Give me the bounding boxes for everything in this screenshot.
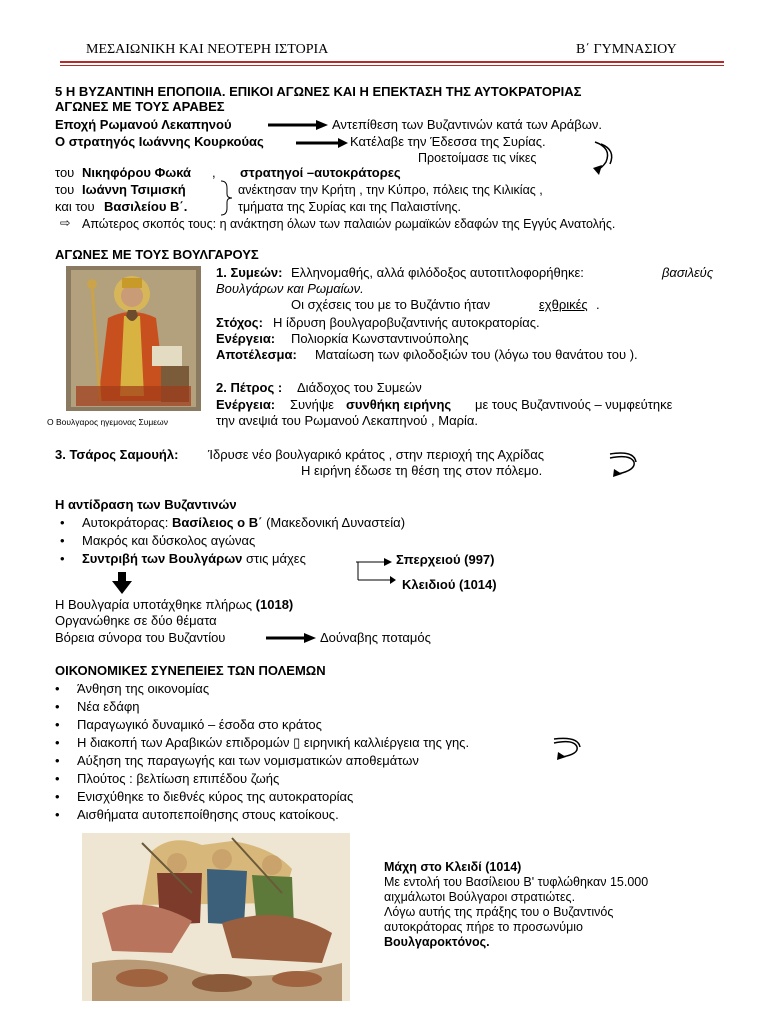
action-label: Ενέργεια: — [216, 331, 276, 346]
danube-river: Δούναβης ποταμός — [320, 630, 431, 645]
list-item — [77, 717, 322, 733]
list-item-text: Η διακοπή των Αραβικών επιδρομών ▯ ειρηνική καλλιέργεια της γης. — [77, 735, 470, 750]
bulgaria-subdued — [55, 597, 293, 613]
long-struggle: Μακρός και δύσκολος αγώνας — [82, 533, 256, 548]
action-text: Πολιορκία Κωνσταντινούπολης — [291, 331, 469, 346]
emperor-label: Αυτοκράτορας: — [82, 515, 169, 530]
list-item-text: Πλούτος : βελτίωση επιπέδου ζωής — [77, 771, 280, 786]
emperor-tsimiskis: Ιωάννη Τσιμισκή — [82, 182, 186, 197]
curved-arrow-icon — [592, 140, 614, 176]
battle-miniature — [82, 833, 350, 1001]
symeon-portrait — [66, 266, 201, 411]
relations-end: . — [596, 297, 600, 312]
symeon-title-italic: βασιλεύς — [662, 265, 714, 280]
list-item — [77, 735, 469, 751]
relations-hostile: εχθρικές — [539, 297, 588, 312]
symeon-label: 1. Συμεών: — [216, 265, 283, 280]
list-item — [82, 515, 405, 531]
edessa-text: Κατέλαβε την Έδεσσα της Συρίας. — [350, 134, 546, 149]
arrow-icon — [266, 633, 316, 643]
northern-borders: Βόρεια σύνορα του Βυζαντίου — [55, 630, 226, 645]
and-of-label: και του — [55, 199, 95, 214]
goal-label: Στόχος: — [216, 315, 263, 330]
basil-ii: Βασίλειος ο Β΄ — [171, 515, 263, 530]
emperor-fokas: Νικηφόρου Φωκά — [82, 165, 192, 180]
list-item-text: Παραγωγικό δυναμικό – έσοδα στο κράτος — [77, 717, 322, 732]
result-text: Ματαίωση των φιλοδοξιών του (λόγω του θανάτου του ). — [315, 347, 638, 362]
header-rule — [60, 61, 724, 63]
list-item — [77, 753, 419, 769]
in-battles: στις μάχες — [246, 551, 306, 566]
goal-text: Η ίδρυση βουλγαροβυζαντινής αυτοκρατορίας. — [273, 315, 540, 330]
emperor-basil: Βασιλείου Β΄. — [104, 199, 188, 214]
samuel-war-text: Η ειρήνη έδωσε τη θέση της στον πόλεμο. — [301, 463, 543, 478]
header-subject: ΜΕΣΑΙΩΝΙΚΗ ΚΑΙ ΝΕΟΤΕΡΗ ΙΣΤΟΡΙΑ — [86, 42, 329, 57]
list-item-text: Ενισχύθηκε το διεθνές κύρος της αυτοκρατορίας — [77, 789, 354, 804]
section-title-reaction: Η αντίδραση των Βυζαντινών — [55, 497, 237, 512]
list-item — [82, 551, 306, 567]
counterattack-text: Αντεπίθεση των Βυζαντινών κατά των Αράβων. — [332, 117, 603, 132]
arrow-icon — [296, 138, 348, 148]
battle-spercheios: Σπερχειού (997) — [396, 552, 495, 567]
list-item — [77, 789, 353, 805]
action2-label: Ενέργεια: — [216, 397, 276, 412]
era-romanos: Εποχή Ρωμανού Λεκαπηνού — [55, 117, 232, 132]
list-item-text: Νέα εδάφη — [77, 699, 140, 714]
kleidion-text-2: αιχμάλωτοι Βούλγαροι στρατιώτες. — [384, 890, 576, 904]
list-item-text: Άνθηση της οικονομίας — [77, 681, 210, 696]
curved-arrow-icon — [608, 452, 638, 478]
brace-icon — [219, 180, 233, 216]
bulgar-slayer: Βουλγαροκτόνος. — [384, 935, 490, 949]
samuel-text: Ίδρυσε νέο βουλγαρικό κράτος , στην περιοχή της Αχρίδας — [208, 447, 544, 462]
ultimate-goal-text: Απώτερος σκοπός τους: η ανάκτηση όλων των παλαιών ρωμαϊκών εδαφών της Εγγύς Ανατολής. — [82, 217, 616, 231]
list-item — [77, 681, 209, 697]
kleidion-title: Μάχη στο Κλειδί (1014) — [384, 860, 522, 874]
two-themes: Οργανώθηκε σε δύο θέματα — [55, 613, 217, 628]
portrait-caption: Ο Βουλγαρος ηγεμονας Συμεων — [47, 417, 168, 427]
recapture-text: ανέκτησαν την Κρήτη , την Κύπρο, πόλεις της Κιλικίας , — [238, 183, 543, 197]
petros-text: Διάδοχος του Συμεών — [297, 380, 422, 395]
action2-text-2: με τους Βυζαντινούς – νυμφεύτηκε — [475, 397, 673, 412]
of-label: του — [55, 182, 75, 197]
list-item — [77, 699, 140, 715]
of-label: του — [55, 165, 75, 180]
action2-line2: την ανεψιά του Ρωμανού Λεκαπηνού , Μαρία. — [216, 413, 478, 428]
relations-text: Οι σχέσεις του με το Βυζάντιο ήταν — [291, 297, 491, 312]
result-label: Αποτέλεσμα: — [216, 347, 297, 362]
section-title-bulgars: ΑΓΩΝΕΣ ΜΕ ΤΟΥΣ ΒΟΥΛΓΑΡΟΥΣ — [55, 247, 259, 262]
section-title-economy: ΟΙΚΟΝΟΜΙΚΕΣ ΣΥΝΕΠΕΙΕΣ ΤΩΝ ΠΟΛΕΜΩΝ — [55, 663, 326, 678]
generals-emperors: στρατηγοί –αυτοκράτορες — [240, 165, 401, 180]
list-item — [77, 807, 339, 823]
list-item-text: Αύξηση της παραγωγής και των νομισματικών αποθεμάτων — [77, 753, 419, 768]
header-class: Β΄ ΓΥΜΝΑΣΙΟΥ — [576, 42, 677, 57]
down-arrow-icon — [112, 572, 132, 594]
kleidion-text-4: αυτοκράτορας πήρε το προσωνύμιο — [384, 920, 584, 934]
list-item — [77, 771, 279, 787]
petros-label: 2. Πέτρος : — [216, 380, 283, 395]
arrow-icon — [268, 120, 328, 130]
dynasty-text: (Μακεδονική Δυναστεία) — [266, 515, 406, 530]
prepared-victories: Προετοίμασε τις νίκες — [418, 151, 537, 165]
subdued-text: Η Βουλγαρία υποτάχθηκε πλήρως — [55, 597, 253, 612]
year-1018: (1018) — [255, 597, 294, 612]
comma: , — [212, 165, 216, 180]
kleidion-text-1: Με εντολή του Βασίλειου Β' τυφλώθηκαν 15.000 — [384, 875, 649, 889]
branch-arrow-icon — [356, 556, 396, 596]
bulgar-defeat: Συντριβή των Βουλγάρων — [82, 551, 243, 566]
kleidion-text-3: Λόγω αυτής της πράξης του ο Βυζαντινός — [384, 905, 614, 919]
section-title-arabs: ΑΓΩΝΕΣ ΜΕ ΤΟΥΣ ΑΡΑΒΕΣ — [55, 99, 225, 114]
general-kourkouas: Ο στρατηγός Ιωάννης Κουρκούας — [55, 134, 264, 149]
chapter-title: 5 Η ΒΥΖΑΝΤΙΝΗ ΕΠΟΠΟΙΙΑ. ΕΠΙΚΟΙ ΑΓΩΝΕΣ ΚΑΙ Η ΕΠΕΚΤΑΣΗ ΤΗΣ ΑΥΤΟΚΡΑΤΟΡΙΑΣ — [55, 84, 582, 99]
syria-palestine-text: τμήματα της Συρίας και της Παλαιστίνης. — [238, 200, 461, 214]
peace-treaty: συνθήκη ειρήνης — [346, 397, 452, 412]
goal-arrow-icon: ⇨ — [60, 216, 71, 230]
header-rule-thin — [60, 65, 724, 66]
symeon-title-italic-2: Βουλγάρων και Ρωμαίων. — [216, 281, 364, 296]
action2-text: Συνήψε — [290, 397, 334, 412]
battle-kleidion: Κλειδιού (1014) — [402, 577, 497, 592]
symeon-text: Ελληνομαθής, αλλά φιλόδοξος αυτοτιτλοφορήθηκε: — [291, 265, 584, 280]
list-item — [82, 533, 255, 549]
samuel-label: 3. Τσάρος Σαμουήλ: — [55, 447, 179, 462]
curved-arrow-icon — [552, 738, 582, 760]
list-item-text: Αισθήματα αυτοπεποίθησης στους κατοίκους. — [77, 807, 339, 822]
